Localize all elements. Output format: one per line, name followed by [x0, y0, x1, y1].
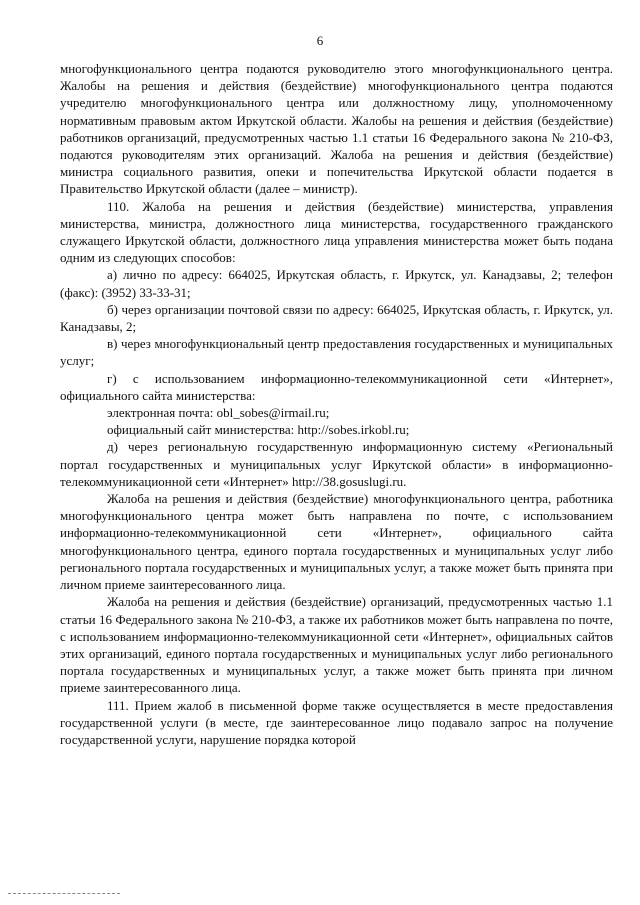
list-item-v: в) через многофункциональный центр предоставления государственных и муниципальных услуг; — [60, 336, 613, 369]
email-line: электронная почта: obl_sobes@irmail.ru; — [107, 405, 330, 421]
paragraph-continuation: многофункционального центра подаются руководителю этого многофункционального центра. Жалобы на решения и действия (бездействие) многофункционального центра подаются учредителю многофункционального центра или должностному лицу, уполномоченному нормативным правовым актом Иркутской области. Жалобы на решения и действия (бездействие) работников организаций, предусмотренных частью 1.1 статьи 16 Федерального закона № 210-ФЗ, подаются руководителям этих организаций. Жалоба на решения и действия (бездействие) министра социального развития, опеки и попечительства Иркутской области подается в Правительство Иркутской области (далее – министр). — [60, 61, 613, 197]
list-item-b: б) через организации почтовой связи по адресу: 664025, Иркутская область, г. Иркутск, ул. Канадзавы, 2; — [60, 301, 613, 335]
page-number: 6 — [316, 33, 324, 48]
paragraph-110: 110. Жалоба на решения и действия (бездействие) министерства, управления министерства, министра, должностного лица министерства, государственного гражданского служащего Иркутской области, должностного лица управления министерства может быть подана одним из следующих способов: — [60, 198, 613, 266]
paragraph-organizations-complaint: Жалоба на решения и действия (бездействие) организаций, предусмотренных частью 1.1 статьи 16 Федерального закона № 210-ФЗ, а также их работников может быть направлена по почте, с использованием информационно-телекоммуникационной сети «Интернет», официальных сайтов этих организаций, единого портала государственных и муниципальных услуг либо регионального портала государственных и муниципальных услуг, а также может быть принята при личном приеме заинтересованного лица. — [60, 594, 613, 696]
list-item-a: а) лично по адресу: 664025, Иркутская область, г. Иркутск, ул. Канадзавы, 2; телефон (факс): (3952) 33-33-31; — [60, 267, 613, 300]
paragraph-111: 111. Прием жалоб в письменной форме также осуществляется в месте предоставления государственной услуги (в месте, где заинтересованное лицо подавало запрос на получение государственной услуги, нарушение порядка которой — [60, 697, 613, 747]
website-line: официальный сайт министерства: http://sobes.irkobl.ru; — [107, 422, 410, 438]
paragraph-mfc-complaint: Жалоба на решения и действия (бездействие) многофункционального центра, работника многофункционального центра может быть направлена по почте, с использованием информационно-телекоммуникационной сети «Интернет», официального сайта многофункционального центра, единого портала государственных и муниципальных услуг либо регионального портала государственных и муниципальных услуг, а также может быть принята при личном приеме заинтересованного лица. — [60, 491, 613, 593]
document-body — [60, 60, 613, 748]
list-item-d: д) через региональную государственную информационную систему «Региональный портал государственных и муниципальных услуг Иркутской области» в информационно-телекоммуникационной сети «Интернет» http://38.gosuslugi.ru. — [60, 439, 613, 489]
list-item-g: г) с использованием информационно-телекоммуникационной сети «Интернет», официального сайта министерства: — [60, 370, 613, 403]
footer-divider — [8, 893, 120, 894]
